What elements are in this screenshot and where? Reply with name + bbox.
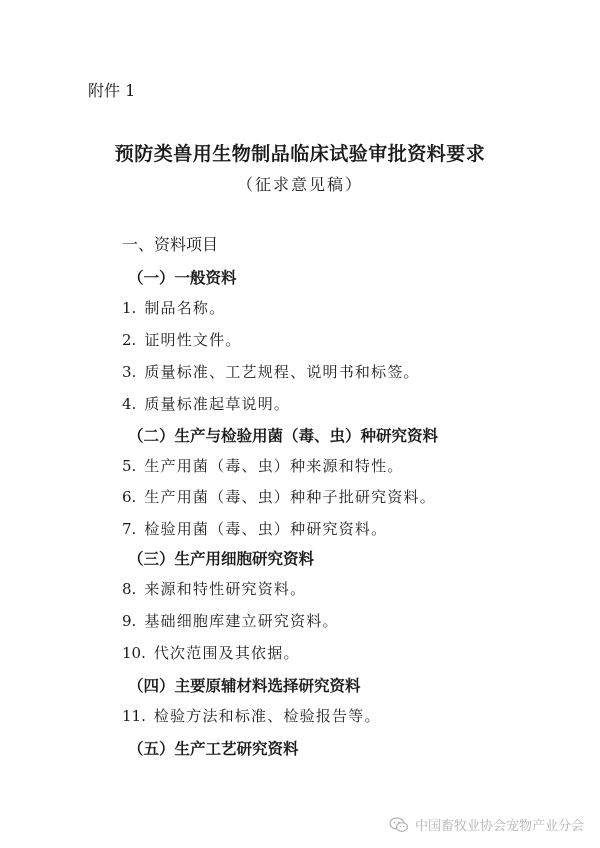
item-text: 代次范围及其依据。 [153,644,300,662]
watermark [389,815,584,834]
item-text: 检验方法和标准、检验报告等。 [153,707,381,725]
item-number: 5. [122,457,137,475]
list-item [122,642,300,663]
list-item [122,455,404,476]
document-subtitle: （征求意见稿） [236,175,363,194]
list-item [122,705,381,726]
subsection-heading: （二）生产与检验用菌（毒、虫）种研究资料 [128,427,439,445]
section-heading: 一、资料项目 [122,235,219,254]
watermark-text: 中国畜牧业协会宠物产业分会 [414,819,584,834]
item-number: 8. [122,580,137,598]
subsection-heading: （一）一般资料 [128,269,237,287]
item-text: 质量标准、工艺规程、说明书和标签。 [144,363,420,381]
item-number: 2. [122,331,137,349]
item-number: 6. [122,488,137,506]
item-number: 10. [122,644,146,662]
subsection-heading: （五）生产工艺研究资料 [128,740,299,758]
item-text: 基础细胞库建立研究资料。 [144,612,339,630]
list-item [122,486,436,507]
item-text: 证明性文件。 [144,331,242,349]
item-number: 9. [122,612,137,630]
item-text: 质量标准起草说明。 [144,395,291,413]
item-text: 生产用菌（毒、虫）种种子批研究资料。 [144,488,436,506]
item-number: 3. [122,363,137,381]
list-item [122,297,225,318]
item-text: 制品名称。 [144,299,226,317]
list-item [122,518,387,539]
document-title: 预防类兽用生物制品临床试验审批资料要求 [114,143,486,165]
list-item [122,329,242,350]
list-item [122,578,306,599]
subsection-heading: （三）生产用细胞研究资料 [128,550,315,568]
item-number: 1. [122,299,137,317]
list-item [122,393,290,414]
item-text: 生产用菌（毒、虫）种来源和特性。 [144,457,404,475]
list-item [122,361,420,382]
item-number: 4. [122,395,137,413]
annex-label: 附件 1 [88,81,136,100]
wechat-icon [389,817,409,833]
item-text: 来源和特性研究资料。 [144,580,307,598]
item-number: 7. [122,520,137,538]
subsection-heading: （四）主要原辅材料选择研究资料 [128,677,361,695]
item-text: 检验用菌（毒、虫）种研究资料。 [144,520,388,538]
item-number: 11. [122,707,146,725]
list-item [122,610,339,631]
